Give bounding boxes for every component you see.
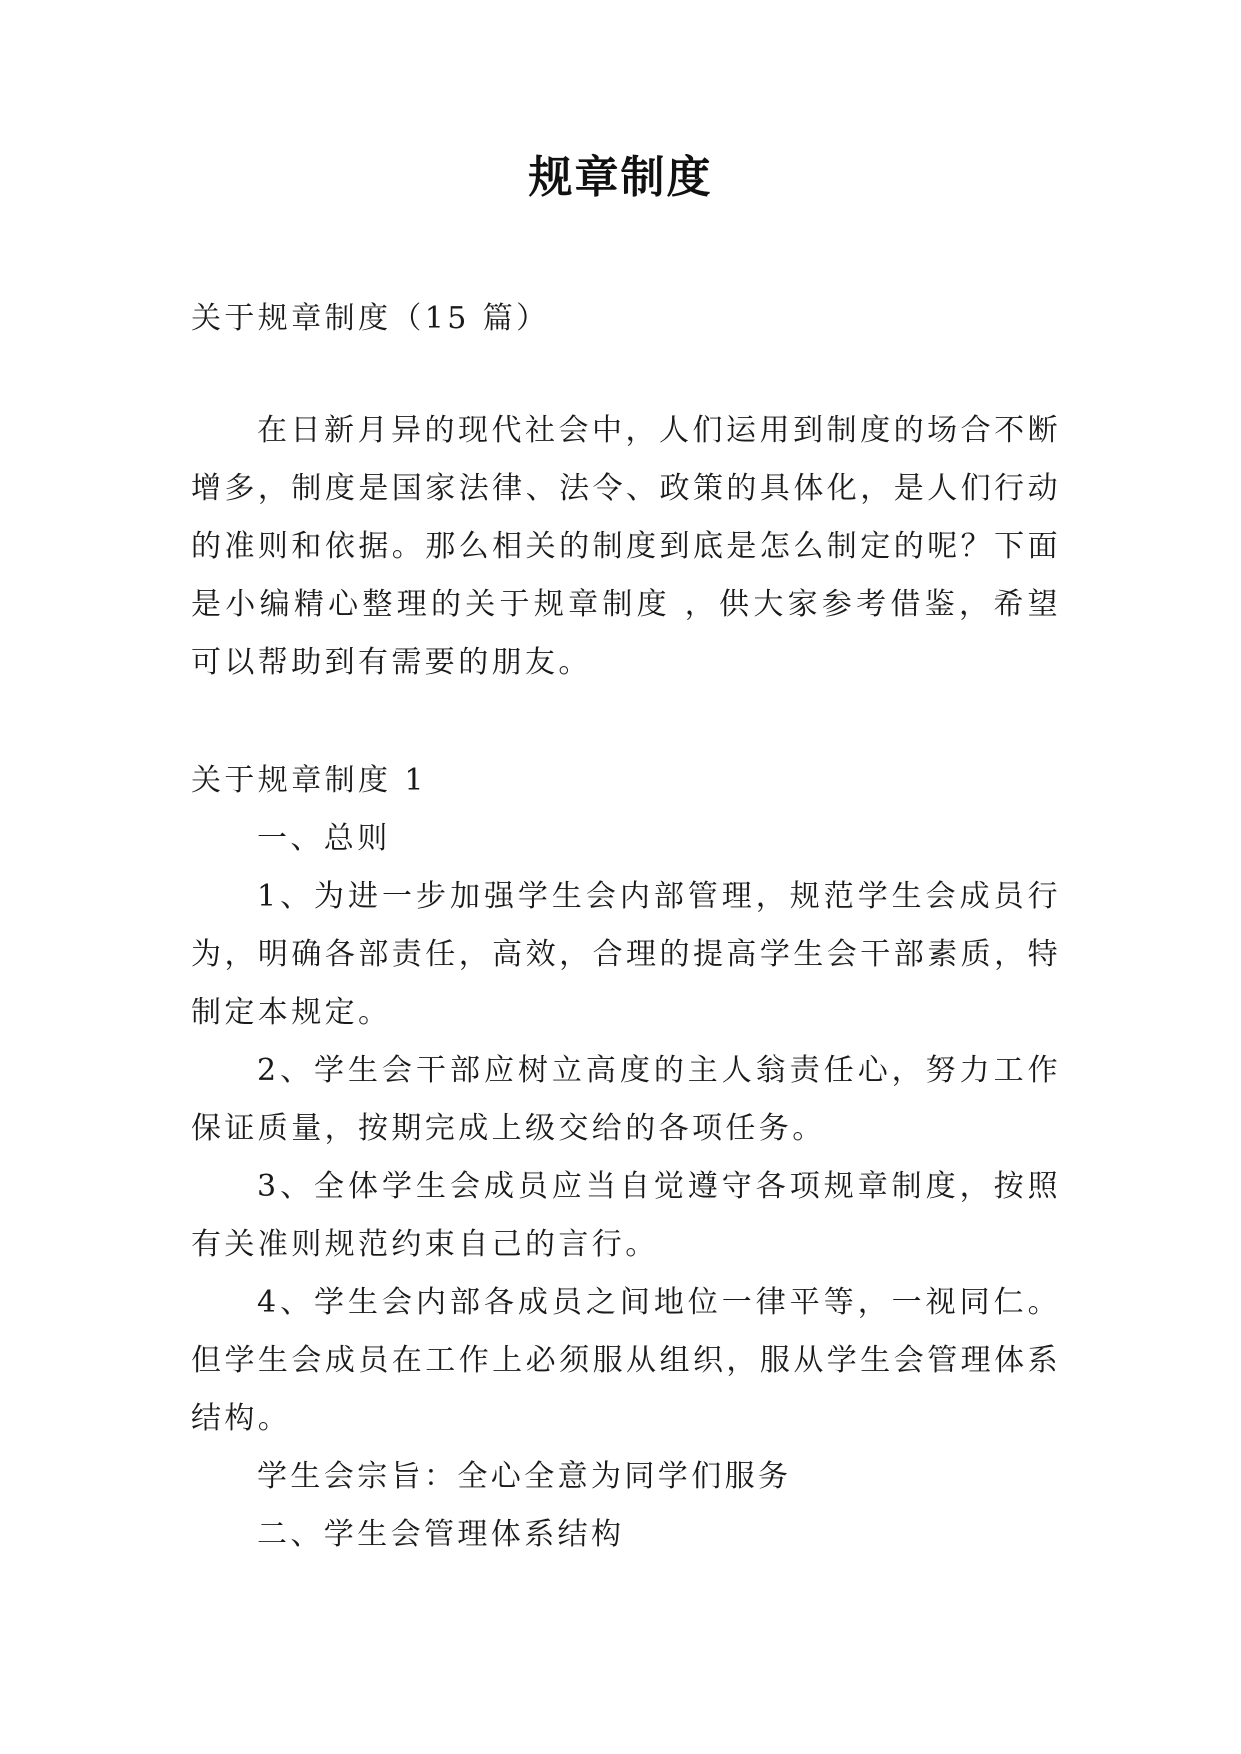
- purpose-statement: 学生会宗旨：全心全意为同学们服务: [257, 1459, 792, 1494]
- document-subtitle: 关于规章制度（15 篇）: [191, 301, 550, 336]
- intro-paragraph: 在日新月异的现代社会中，人们运用到制度的场合不断增多，制度是国家法律、法令、政策的具体化，是人们行动的准则和依据。那么相关的制度到底是怎么制定的呢？下面是小编精心整理的关于规章制度 ，供大家参考借鉴，希望可以帮助到有需要的朋友。: [191, 413, 1061, 680]
- section-heading: 关于规章制度 1: [191, 763, 427, 798]
- rule-paragraph-3: 3、全体学生会成员应当自觉遵守各项规章制度，按照有关准则规范约束自己的言行。: [191, 1169, 1061, 1262]
- rule-paragraph-4: 4、学生会内部各成员之间地位一律平等，一视同仁。但学生会成员在工作上必须服从组织，服从学生会管理体系结构。: [191, 1285, 1061, 1436]
- heading-general-rules: 一、总则: [257, 821, 391, 856]
- document-title: 规章制度: [528, 152, 713, 203]
- section-body: [191, 810, 1061, 1564]
- rule-paragraph-1: 1、为进一步加强学生会内部管理，规范学生会成员行为，明确各部责任，高效，合理的提高学生会干部素质，特制定本规定。: [191, 879, 1061, 1030]
- heading-management-structure: 二、学生会管理体系结构: [257, 1517, 625, 1552]
- rule-paragraph-2: 2、学生会干部应树立高度的主人翁责任心，努力工作保证质量，按期完成上级交给的各项任务。: [191, 1053, 1061, 1146]
